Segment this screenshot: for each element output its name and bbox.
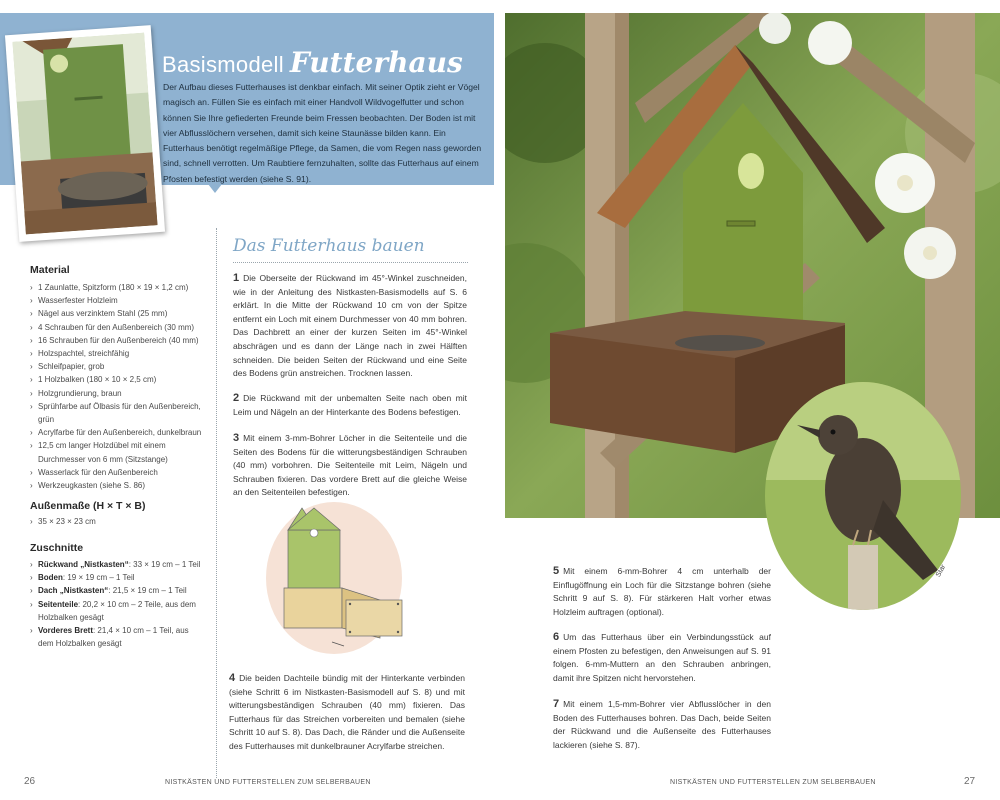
step-text: Die Oberseite der Rückwand im 45°-Winkel zuschneiden, wie in der Anleitung des Nistkasten-Basismodells auf S. 6 erklärt. In die Mitte der Rückwand 10 cm von der Spitze entfernt ein Loch mit einem Durchmesser von 40 mm bohren. Das Dachbrett an einer der kurzen Seiten im 45°-Winkel abschrägen und es dann der Länge nach in zwei Hälften schneiden. Die beiden Seiten der Rückwand und eine Seite des Bodens grün anstreichen. Trocknen lassen. — [233, 273, 467, 379]
step-number: 5 — [553, 565, 560, 577]
step-number: 4 — [229, 672, 236, 684]
material-item: › Wasserlack für den Außenbereich — [30, 466, 205, 479]
material-item: › 12,5 cm langer Holzdübel mit einem Durchmesser von 6 mm (Sitzstange) — [30, 439, 205, 465]
step-3 — [233, 432, 467, 500]
running-head-left: NISTKÄSTEN UND FUTTERSTELLEN ZUM SELBERBAUEN — [165, 779, 371, 786]
cut-text: : 21,5 × 19 cm – 1 Teil — [108, 586, 187, 596]
material-item: › Werkzeugkasten (siehe S. 86) — [30, 479, 205, 492]
step-6 — [553, 631, 771, 685]
page-title-part1: Basismodell — [162, 52, 284, 77]
material-item: › Nägel aus verzinktem Stahl (25 mm) — [30, 307, 205, 320]
step-5 — [553, 565, 771, 619]
material-item: › 1 Holzbalken (180 × 10 × 2,5 cm) — [30, 373, 205, 386]
step-4 — [229, 672, 465, 754]
material-item: › 4 Schrauben für den Außenbereich (30 mm) — [30, 321, 205, 334]
cuts-heading: Zuschnitte — [30, 542, 84, 554]
cut-label: Dach „Nistkasten“ — [38, 586, 109, 596]
howto-underline — [233, 262, 468, 263]
cut-text: : 33 × 19 cm – 1 Teil — [128, 560, 201, 569]
material-item: › Sprühfarbe auf Ölbasis für den Außenbereich, grün — [30, 400, 205, 426]
step-text: Um das Futterhaus über ein Verbindungsstück auf einem Pfosten zu befestigen, den Anweisungen auf S. 91 folgen. 6-mm-Muttern an den Schrauben anbringen, damit ihre Spitzen nicht hervorstehen. — [553, 632, 771, 683]
step-number: 6 — [553, 631, 560, 643]
material-item: › Holzgrundierung, braun — [30, 387, 205, 400]
material-item: › Schleifpapier, grob — [30, 360, 205, 373]
cut-item — [30, 584, 202, 597]
column-divider — [216, 228, 217, 778]
material-list — [30, 281, 205, 492]
step-number: 2 — [233, 392, 240, 404]
starling-photo — [763, 380, 963, 612]
running-head-right: NISTKÄSTEN UND FUTTERSTELLEN ZUM SELBERBAUEN — [670, 779, 876, 786]
step-number: 7 — [553, 698, 560, 710]
step-text: Mit einem 1,5-mm-Bohrer vier Abflusslöcher in den Boden des Futterhauses bohren. Das Dach, beide Seiten der Rückwand und die Außenseite des Futterhauses lackieren (siehe S. 87). — [553, 699, 771, 750]
material-item: › 16 Schrauben für den Außenbereich (40 mm) — [30, 334, 205, 347]
material-item: › 1 Zaunlatte, Spitzform (180 × 19 × 1,2 cm) — [30, 281, 205, 294]
step-text: Die Rückwand mit der unbemalten Seite nach oben mit Leim und Nägeln an der Hinterkante des Bodens befestigen. — [233, 393, 467, 417]
step-number: 3 — [233, 432, 240, 444]
cut-label: Seitenteile — [38, 599, 79, 609]
cut-label: Rückwand „Nistkasten“ — [38, 560, 129, 569]
cut-item — [30, 598, 202, 624]
step-1 — [233, 272, 467, 381]
cut-label: Vorderes Brett — [38, 626, 93, 636]
photo-caption: Star — [935, 563, 948, 579]
howto-title: Das Futterhaus bauen — [233, 236, 425, 256]
step-7 — [553, 698, 771, 752]
step-text: Mit einem 6-mm-Bohrer 4 cm unterhalb der Einflugöffnung ein Loch für die Sitzstange bohren (siehe Schritt 9 auf S. 8). Für stärkeren Halt vorher etwas Holzleim auftragen (optional). — [553, 566, 771, 617]
intro-text: Der Aufbau dieses Futterhauses ist denkbar einfach. Mit seiner Optik zieht er Vögel magisch an. Füllen Sie es einfach mit einer Handvoll Wildvogelfutter und schon können Sie Ihre gefiederten Freunde beim Fressen beobachten. Der Boden ist mit vier Abflusslöchern versehen, damit sich keine Staunässe bilden kann. Ein Futterhaus benötigt regelmäßige Pflege, da Samen, die vom Regen nass geworden sind, schnell verrotten. Um Raubtiere fernzuhalten, sollte das Futterhaus auf einem Pfosten befestigt werden (siehe S. 91). — [163, 82, 482, 184]
material-item: › Wasserfester Holzleim — [30, 294, 205, 307]
dimensions-heading: Außenmaße (H × T × B) — [30, 500, 146, 512]
cut-text: : 20,2 × 10 cm – 2 Teile, aus dem Holzbalken gesägt — [38, 599, 196, 622]
step-number: 1 — [233, 272, 240, 284]
cut-text: : 21,4 × 10 cm – 1 Teil, aus dem Holzbalken gesägt — [38, 626, 189, 649]
dimensions-value: › 35 × 23 × 23 cm — [30, 515, 205, 528]
page-title-part2: Futterhaus — [289, 46, 463, 79]
page-title — [162, 46, 463, 79]
cut-item — [30, 624, 202, 650]
cut-item — [30, 571, 202, 584]
assembly-illustration — [262, 500, 412, 665]
material-item: › Holzspachtel, streichfähig — [30, 347, 205, 360]
material-item: › Acrylfarbe für den Außenbereich, dunkelbraun — [30, 426, 205, 439]
step-2 — [233, 392, 467, 419]
feeder-thumbnail-photo — [5, 25, 165, 242]
step-text: Mit einem 3-mm-Bohrer Löcher in die Seitenteile und die Seiten des Bodens für die witterungsbeständigen Schrauben (40 mm) vorbohren. Die Seitenteile mit Leim, Nägeln und Schrauben fixieren. Das vordere Brett auf die gleiche Weise an den Seitenteilen befestigen. — [233, 433, 467, 498]
cut-text: : 19 × 19 cm – 1 Teil — [62, 573, 135, 583]
step-text: Die beiden Dachteile bündig mit der Hinterkante verbinden (siehe Schritt 6 im Nistkasten-Basismodell auf S. 8) und mit witterungsbeständigen Schrauben (40 mm) fixieren. Das Futterhaus für das Streichen vorbereiten und bemalen (siehe Schritt 10 auf S. 8). Das Dach, die Ränder und die Außenseite des Futterhauses mit dunkelbrauner Acrylfarbe streichen. — [229, 673, 465, 751]
cuts-list — [30, 558, 202, 650]
page-number-right: 27 — [964, 776, 976, 787]
dimensions-list — [30, 515, 205, 528]
cut-item — [30, 558, 202, 571]
page-number-left: 26 — [24, 776, 36, 787]
cut-label: Boden — [38, 573, 63, 583]
material-heading: Material — [30, 264, 70, 276]
